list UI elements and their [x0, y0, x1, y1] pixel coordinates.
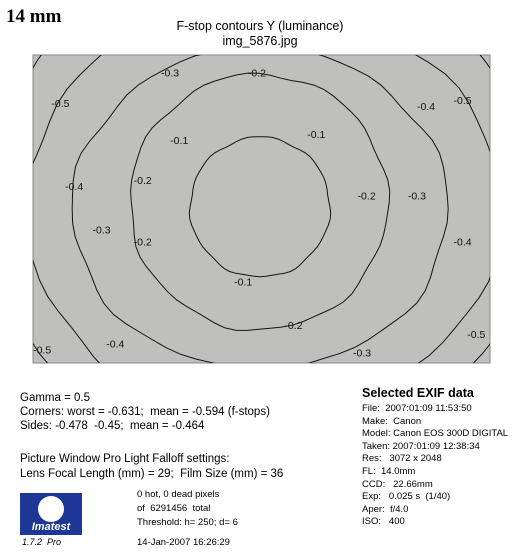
- contour-label: -0.1: [234, 276, 253, 289]
- pw-settings-values: Lens Focal Length (mm) = 29; Film Size (mm) = 36: [20, 468, 284, 480]
- contour-label: -0.5: [467, 329, 486, 342]
- contour-label: -0.3: [161, 67, 180, 80]
- contour-label: -0.2: [357, 190, 376, 203]
- contour-label: -0.4: [106, 338, 125, 351]
- sides-text: Sides: -0.478 -0.45; mean = -0.464: [20, 420, 205, 432]
- corners-text: Corners: worst = -0.631; mean = -0.594 (f-stops): [20, 406, 270, 418]
- pixels-line-1: 0 hot, 0 dead pixels: [137, 489, 220, 500]
- contour-label: -0.3: [407, 190, 426, 203]
- pw-settings-title: Picture Window Pro Light Falloff settings:: [20, 453, 230, 465]
- exif-row: File: 2007:01:09 11:53:50: [362, 403, 472, 414]
- contour-label: -0.1: [307, 128, 326, 141]
- contour-label: -0.3: [352, 347, 372, 360]
- logo-text: Imatest: [31, 521, 71, 533]
- contour-label: -0.3: [92, 224, 111, 237]
- contour-label: -0.2: [133, 175, 152, 188]
- version-label: 1.7.2 Pro: [22, 537, 62, 547]
- contour-label: -0.2: [284, 319, 303, 332]
- logo-disc-icon: [38, 496, 64, 522]
- timestamp: 14-Jan-2007 16:26:29: [137, 537, 230, 548]
- exif-row: CCD: 22.66mm: [362, 478, 433, 490]
- gamma-text: Gamma = 0.5: [20, 392, 90, 404]
- exif-row: ISO: 400: [362, 516, 405, 528]
- exif-row: Res: 3072 x 2048: [362, 453, 442, 465]
- exif-title: Selected EXIF data: [362, 386, 474, 400]
- exif-row: Taken: 2007:01:09 12:38:34: [362, 440, 480, 452]
- contour-label: -0.5: [51, 98, 70, 111]
- pixels-line-3: Threshold: h= 250; d= 6: [137, 517, 238, 528]
- exif-row: Make: Canon: [362, 415, 422, 427]
- chart-title: F-stop contours Y (luminance): [176, 19, 344, 33]
- lens-heading: 14 mm: [6, 6, 62, 27]
- contour-label: -0.5: [453, 94, 472, 107]
- imatest-logo: [20, 493, 82, 535]
- exif-row: Aper: f/4.0: [362, 503, 409, 515]
- contour-label: -0.4: [416, 101, 436, 114]
- chart-filename: img_5876.jpg: [222, 34, 298, 48]
- pixels-line-2: of 6291456 total: [137, 503, 211, 514]
- contour-label: -0.2: [133, 236, 152, 249]
- contour-label: -0.1: [170, 135, 189, 148]
- contour-label: -0.4: [453, 236, 472, 249]
- exif-row: Model: Canon EOS 300D DIGITAL: [362, 428, 509, 440]
- contour-label: -0.4: [65, 181, 84, 194]
- exif-row: FL: 14.0mm: [362, 466, 416, 477]
- contour-label: -0.5: [33, 344, 52, 357]
- contour-label: -0.2: [247, 67, 266, 80]
- exif-row: Exp: 0.025 s (1/40): [362, 491, 451, 503]
